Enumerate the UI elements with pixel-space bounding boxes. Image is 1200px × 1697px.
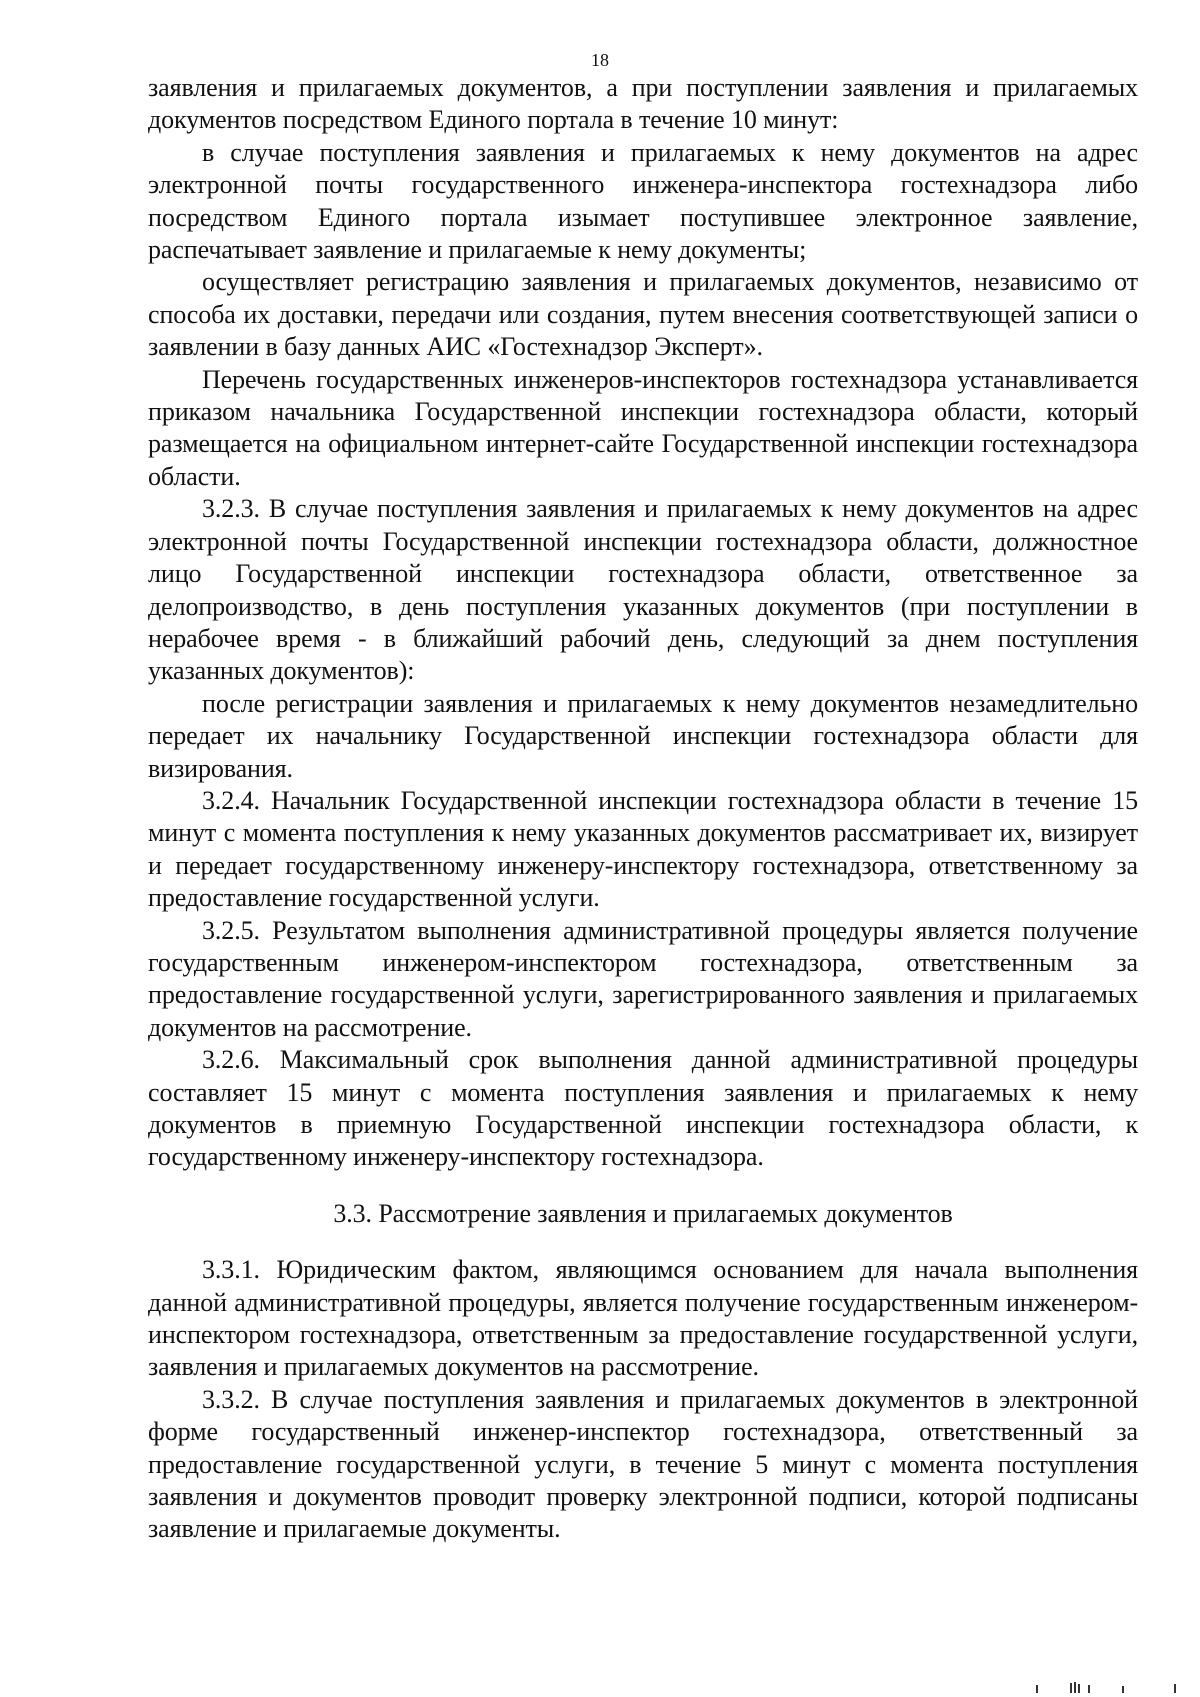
paragraph-3-2-3: 3.2.3. В случае поступления заявления и прилагаемых к нему документов на адрес электронной почты Государственной инспекции гостехнадзора области, должностное лицо Государственной инспекции гостехнадзора области, ответственное за делопроизводство, в день поступления указанных документов (при поступлении в нерабочее время - в ближайший рабочий день, следующий за днем поступления указанных документов): (148, 494, 1138, 686)
page-number: 18 (591, 50, 609, 70)
paragraph-3-2-4: 3.2.4. Начальник Государственной инспекции гостехнадзора области в течение 15 минут с момента поступления к нему указанных документов рассматривает их, визирует и передает государственному инженеру-инспектору гостехнадзора, ответственному за предоставление государственной услуги. (148, 785, 1138, 913)
document-body (148, 72, 1138, 1546)
paragraph-3-3-1: 3.3.1. Юридическим фактом, являющимся основанием для начала выполнения данной административной процедуры, является получение государственным инженером-инспектором гостехнадзора, ответственным за предоставление государственной услуги, заявления и прилагаемых документов на рассмотрение. (148, 1255, 1138, 1382)
paragraph-3-3-2: 3.3.2. В случае поступления заявления и прилагаемых документов в электронной форме государственный инженер-инспектор гостехнадзора, ответственный за предоставление государственной услуги, в течение 5 минут с момента поступления заявления и документов проводит проверку электронной подписи, которой подписаны заявление и прилагаемые документы. (148, 1384, 1138, 1544)
paragraph: осуществляет регистрацию заявления и прилагаемых документов, независимо от способа их доставки, передачи или создания, путем внесения соответствующей записи о заявлении в базу данных АИС «Гостехнадзор Эксперт». (148, 267, 1138, 362)
paragraph: после регистрации заявления и прилагаемых к нему документов незамедлительно передает их начальнику Государственной инспекции гостехнадзора области для визирования. (148, 688, 1138, 783)
paragraph-3-2-5: 3.2.5. Результатом выполнения административной процедуры является получение государственным инженером-инспектором гостехнадзора, ответственным за предоставление государственной услуги, зарегистрированного заявления и прилагаемых документов на рассмотрение. (148, 915, 1138, 1042)
scan-artifact-marks (1022, 1679, 1182, 1693)
paragraph-continuation: заявления и прилагаемых документов, а при поступлении заявления и прилагаемых документов посредством Единого портала в течение 10 минут: (148, 73, 1138, 135)
paragraph-3-2-6: 3.2.6. Максимальный срок выполнения данной административной процедуры составляет 15 минут с момента поступления заявления и прилагаемых к нему документов в приемную Государственной инспекции гостехнадзора области, к государственному инженеру-инспектору гостехнадзора. (148, 1045, 1138, 1172)
paragraph: в случае поступления заявления и прилагаемых к нему документов на адрес электронной почты государственного инженера-инспектора гостехнадзора либо посредством Единого портала изымает поступившее электронное заявление, распечатывает заявление и прилагаемые к нему документы; (148, 137, 1138, 265)
paragraph: Перечень государственных инженеров-инспекторов гостехнадзора устанавливается приказом начальника Государственной инспекции гостехнадзора области, который размещается на официальном интернет-сайте Государственной инспекции гостехнадзора области. (148, 364, 1138, 491)
section-heading: 3.3. Рассмотрение заявления и прилагаемых документов (333, 1198, 953, 1228)
